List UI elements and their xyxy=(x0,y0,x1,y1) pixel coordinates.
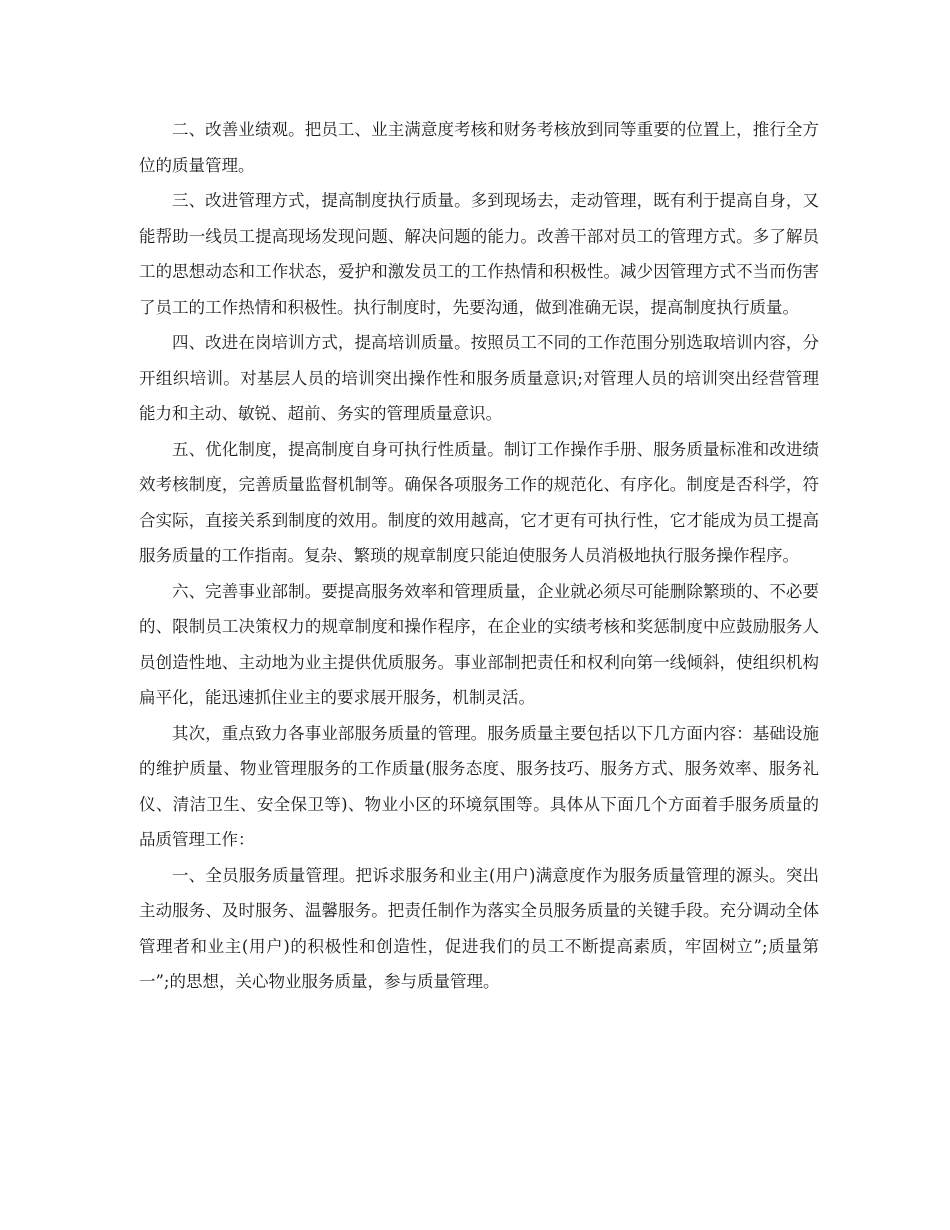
paragraph-all-staff-quality: 一、全员服务质量管理。把诉求服务和业主(用户)满意度作为服务质量管理的源头。突出主动服务、及时服务、温馨服务。把责任制作为落实全员服务质量的关键手段。充分调动全体管理者和业主(用户)的积极性和创造性，促进我们的员工不断提高素质，牢固树立”;质量第一”;的思想，关心物业服务质量，参与质量管理。 xyxy=(139,865,819,991)
paragraph-service-quality-focus: 其次，重点致力各事业部服务质量的管理。服务质量主要包括以下几方面内容：基础设施的维护质量、物业管理服务的工作质量(服务态度、服务技巧、服务方式、服务效率、服务礼仪、清洁卫生、安全保卫等)、物业小区的环境氛围等。具体从下面几个方面着手服务质量的品质管理工作： xyxy=(139,723,819,849)
document-body xyxy=(139,112,819,1000)
paragraph-improve-performance-view: 二、改善业绩观。把员工、业主满意度考核和财务考核放到同等重要的位置上，推行全方位的质量管理。 xyxy=(139,120,819,175)
paragraph-division-system: 六、完善事业部制。要提高服务效率和管理质量，企业就必须尽可能删除繁琐的、不必要的、限制员工决策权力的规章制度和操作程序，在企业的实绩考核和奖惩制度中应鼓励服务人员创造性地、主动地为业主提供优质服务。事业部制把责任和权利向第一线倾斜，使组织机构扁平化，能迅速抓住业主的要求展开服务，机制灵活。 xyxy=(139,581,819,707)
paragraph-improve-training: 四、改进在岗培训方式，提高培训质量。按照员工不同的工作范围分别选取培训内容，分开组织培训。对基层人员的培训突出操作性和服务质量意识;对管理人员的培训突出经营管理能力和主动、敏锐、超前、务实的管理质量意识。 xyxy=(139,333,819,423)
paragraph-improve-management-style: 三、改进管理方式，提高制度执行质量。多到现场去，走动管理，既有利于提高自身，又能帮助一线员工提高现场发现问题、解决问题的能力。改善干部对员工的管理方式。多了解员工的思想动态和工作状态，爱护和激发员工的工作热情和积极性。减少因管理方式不当而伤害了员工的工作热情和积极性。执行制度时，先要沟通，做到准确无误，提高制度执行质量。 xyxy=(139,191,819,317)
paragraph-optimize-system: 五、优化制度，提高制度自身可执行性质量。制订工作操作手册、服务质量标准和改进绩效考核制度，完善质量监督机制等。确保各项服务工作的规范化、有序化。制度是否科学，符合实际，直接关系到制度的效用。制度的效用越高，它才更有可执行性，它才能成为员工提高服务质量的工作指南。复杂、繁琐的规章制度只能迫使服务人员消极地执行服务操作程序。 xyxy=(139,439,819,565)
